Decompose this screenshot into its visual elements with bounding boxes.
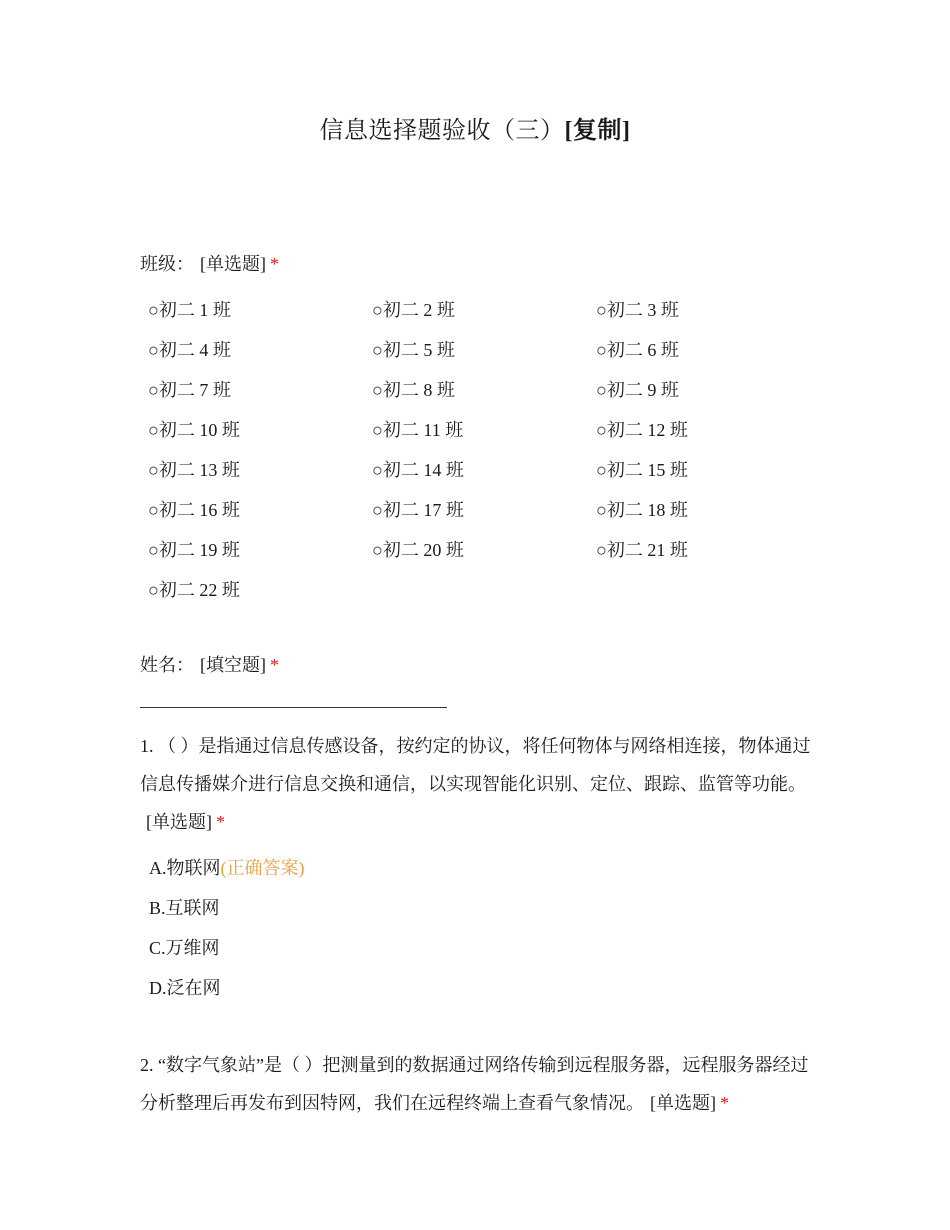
class-option-row xyxy=(148,490,828,530)
option-label: D.泛在网 xyxy=(149,978,221,998)
class-option[interactable]: ○初二 1 班 xyxy=(148,300,231,320)
question-label: 姓名： xyxy=(140,655,194,675)
question-1 xyxy=(140,727,820,841)
correct-answer-note: (正确答案) xyxy=(220,858,305,878)
class-option[interactable]: ○初二 9 班 xyxy=(596,380,679,400)
class-option[interactable]: ○初二 2 班 xyxy=(372,300,455,320)
class-option-row xyxy=(148,570,828,610)
class-option[interactable]: ○初二 14 班 xyxy=(372,460,464,480)
class-option-row xyxy=(148,450,828,490)
required-mark: * xyxy=(720,1093,729,1113)
class-options xyxy=(148,290,828,610)
class-option[interactable]: ○初二 7 班 xyxy=(148,380,231,400)
class-option[interactable]: ○初二 8 班 xyxy=(372,380,455,400)
class-option[interactable]: ○初二 16 班 xyxy=(148,500,240,520)
required-mark: * xyxy=(270,254,279,274)
question-type: [单选题] xyxy=(146,812,212,832)
question-type: [单选题] xyxy=(650,1093,716,1113)
class-option-row xyxy=(148,530,828,570)
class-option[interactable]: ○初二 11 班 xyxy=(372,420,464,440)
class-option-row xyxy=(148,410,828,450)
page-title xyxy=(0,110,950,145)
question-1-options xyxy=(149,848,305,1008)
question-2 xyxy=(140,1046,820,1122)
class-option[interactable]: ○初二 12 班 xyxy=(596,420,688,440)
class-option[interactable]: ○初二 6 班 xyxy=(596,340,679,360)
question-label: 班级： xyxy=(140,254,194,274)
required-mark: * xyxy=(216,812,225,832)
option-a[interactable] xyxy=(149,848,305,888)
question-type: [填空题] xyxy=(200,655,266,675)
class-option[interactable]: ○初二 13 班 xyxy=(148,460,240,480)
class-option[interactable]: ○初二 4 班 xyxy=(148,340,231,360)
option-d[interactable] xyxy=(149,968,305,1008)
name-answer-blank[interactable] xyxy=(140,707,447,708)
class-option[interactable]: ○初二 5 班 xyxy=(372,340,455,360)
class-option[interactable]: ○初二 18 班 xyxy=(596,500,688,520)
class-option[interactable]: ○初二 22 班 xyxy=(148,580,240,600)
class-option[interactable]: ○初二 20 班 xyxy=(372,540,464,560)
question-type: [单选题] xyxy=(200,254,266,274)
class-option[interactable]: ○初二 10 班 xyxy=(148,420,240,440)
class-option-row xyxy=(148,370,828,410)
class-option-row xyxy=(148,290,828,330)
option-label: B.互联网 xyxy=(149,898,220,918)
class-option[interactable]: ○初二 15 班 xyxy=(596,460,688,480)
copy-tag: [复制] xyxy=(564,118,631,144)
class-option[interactable]: ○初二 19 班 xyxy=(148,540,240,560)
class-option[interactable]: ○初二 17 班 xyxy=(372,500,464,520)
question-name xyxy=(140,646,820,684)
class-option-row xyxy=(148,330,828,370)
class-option[interactable]: ○初二 3 班 xyxy=(596,300,679,320)
question-text: 2. “数字气象站”是（ ）把测量到的数据通过网络传输到远程服务器，远程服务器经过分析整理后再发布到因特网，我们在远程终端上查看气象情况。 xyxy=(140,1055,809,1113)
option-c[interactable] xyxy=(149,928,305,968)
required-mark: * xyxy=(270,655,279,675)
option-b[interactable] xyxy=(149,888,305,928)
question-text: 1. （ ）是指通过信息传感设备，按约定的协议，将任何物体与网络相连接，物体通过信息传播媒介进行信息交换和通信，以实现智能化识别、定位、跟踪、监管等功能。 xyxy=(140,736,811,794)
option-label: C.万维网 xyxy=(149,938,220,958)
option-label: A.物联网 xyxy=(149,858,221,878)
title-text: 信息选择题验收（三） xyxy=(319,118,565,144)
question-class xyxy=(140,245,820,283)
class-option[interactable]: ○初二 21 班 xyxy=(596,540,688,560)
